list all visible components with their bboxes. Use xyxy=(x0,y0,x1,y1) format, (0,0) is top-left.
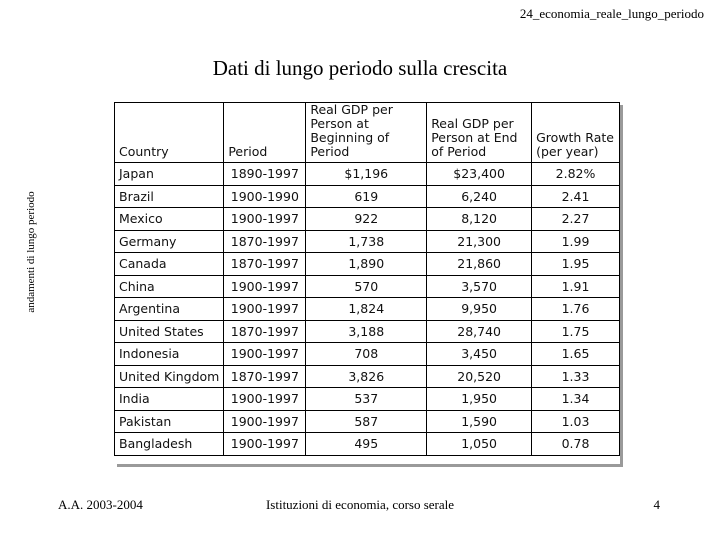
cell-period: 1900-1997 xyxy=(224,433,306,456)
cell-growth-rate: 1.95 xyxy=(532,253,620,276)
slide-title: Dati di lungo periodo sulla crescita xyxy=(212,56,508,80)
cell-period: 1900-1997 xyxy=(224,298,306,321)
cell-gdp-end: 1,950 xyxy=(427,388,532,411)
cell-growth-rate: 1.03 xyxy=(532,410,620,433)
footer-page-number: 4 xyxy=(653,497,660,512)
cell-gdp-end: 1,050 xyxy=(427,433,532,456)
cell-growth-rate: 0.78 xyxy=(532,433,620,456)
table-row xyxy=(115,365,620,388)
cell-country: Japan xyxy=(115,163,224,186)
cell-country: United Kingdom xyxy=(115,365,224,388)
cell-growth-rate: 2.27 xyxy=(532,208,620,231)
cell-gdp-begin: 1,890 xyxy=(306,253,427,276)
table-row xyxy=(115,388,620,411)
cell-gdp-begin: 495 xyxy=(306,433,427,456)
cell-growth-rate: 1.76 xyxy=(532,298,620,321)
cell-period: 1900-1997 xyxy=(224,208,306,231)
cell-period: 1900-1997 xyxy=(224,275,306,298)
cell-gdp-end: 3,450 xyxy=(427,343,532,366)
column-header-growth-rate: Growth Rate (per year) xyxy=(532,103,620,163)
cell-gdp-end: 3,570 xyxy=(427,275,532,298)
cell-period: 1900-1990 xyxy=(224,185,306,208)
cell-gdp-end: 1,590 xyxy=(427,410,532,433)
table-row xyxy=(115,298,620,321)
cell-country: China xyxy=(115,275,224,298)
cell-gdp-begin: 587 xyxy=(306,410,427,433)
cell-period: 1870-1997 xyxy=(224,365,306,388)
footer-course-name: Istituzioni di economia, corso serale xyxy=(265,497,455,512)
cell-gdp-end: 20,520 xyxy=(427,365,532,388)
cell-period: 1870-1997 xyxy=(224,253,306,276)
column-header-gdp-begin: Real GDP per Person at Beginning of Period xyxy=(306,103,427,163)
cell-country: India xyxy=(115,388,224,411)
table-row xyxy=(115,208,620,231)
cell-gdp-begin: 1,738 xyxy=(306,230,427,253)
table-body xyxy=(115,163,620,456)
cell-gdp-begin: $1,196 xyxy=(306,163,427,186)
cell-country: Brazil xyxy=(115,185,224,208)
footer-academic-year: A.A. 2003-2004 xyxy=(58,497,143,512)
cell-growth-rate: 2.41 xyxy=(532,185,620,208)
table-row xyxy=(115,343,620,366)
cell-gdp-end: 21,860 xyxy=(427,253,532,276)
cell-gdp-begin: 619 xyxy=(306,185,427,208)
cell-growth-rate: 1.91 xyxy=(532,275,620,298)
cell-gdp-end: $23,400 xyxy=(427,163,532,186)
table-row xyxy=(115,163,620,186)
table-row xyxy=(115,433,620,456)
cell-gdp-end: 28,740 xyxy=(427,320,532,343)
cell-growth-rate: 1.99 xyxy=(532,230,620,253)
cell-country: Indonesia xyxy=(115,343,224,366)
cell-gdp-end: 9,950 xyxy=(427,298,532,321)
cell-period: 1890-1997 xyxy=(224,163,306,186)
column-header-country: Country xyxy=(115,103,224,163)
cell-gdp-end: 21,300 xyxy=(427,230,532,253)
table-row xyxy=(115,253,620,276)
cell-country: Germany xyxy=(115,230,224,253)
table-header-row xyxy=(115,103,620,163)
cell-period: 1870-1997 xyxy=(224,230,306,253)
cell-growth-rate: 1.34 xyxy=(532,388,620,411)
growth-data-table xyxy=(114,102,620,456)
table-row xyxy=(115,230,620,253)
table-row xyxy=(115,410,620,433)
column-header-gdp-end: Real GDP per Person at End of Period xyxy=(427,103,532,163)
growth-data-table-container xyxy=(114,102,620,464)
cell-growth-rate: 2.82% xyxy=(532,163,620,186)
cell-country: Bangladesh xyxy=(115,433,224,456)
cell-growth-rate: 1.65 xyxy=(532,343,620,366)
cell-period: 1900-1997 xyxy=(224,343,306,366)
table-row xyxy=(115,185,620,208)
column-header-period: Period xyxy=(224,103,306,163)
cell-country: Argentina xyxy=(115,298,224,321)
cell-gdp-end: 8,120 xyxy=(427,208,532,231)
cell-gdp-begin: 570 xyxy=(306,275,427,298)
cell-period: 1870-1997 xyxy=(224,320,306,343)
cell-gdp-end: 6,240 xyxy=(427,185,532,208)
cell-growth-rate: 1.33 xyxy=(532,365,620,388)
table-row xyxy=(115,275,620,298)
cell-gdp-begin: 3,826 xyxy=(306,365,427,388)
table-row xyxy=(115,320,620,343)
cell-country: Pakistan xyxy=(115,410,224,433)
cell-gdp-begin: 1,824 xyxy=(306,298,427,321)
cell-gdp-begin: 922 xyxy=(306,208,427,231)
cell-period: 1900-1997 xyxy=(224,388,306,411)
slide-filename-header: 24_economia_reale_lungo_periodo xyxy=(519,6,704,21)
cell-growth-rate: 1.75 xyxy=(532,320,620,343)
cell-gdp-begin: 708 xyxy=(306,343,427,366)
cell-gdp-begin: 3,188 xyxy=(306,320,427,343)
cell-country: United States xyxy=(115,320,224,343)
cell-gdp-begin: 537 xyxy=(306,388,427,411)
cell-country: Mexico xyxy=(115,208,224,231)
cell-period: 1900-1997 xyxy=(224,410,306,433)
vertical-side-label: andamenti di lungo periodo xyxy=(25,191,37,313)
cell-country: Canada xyxy=(115,253,224,276)
